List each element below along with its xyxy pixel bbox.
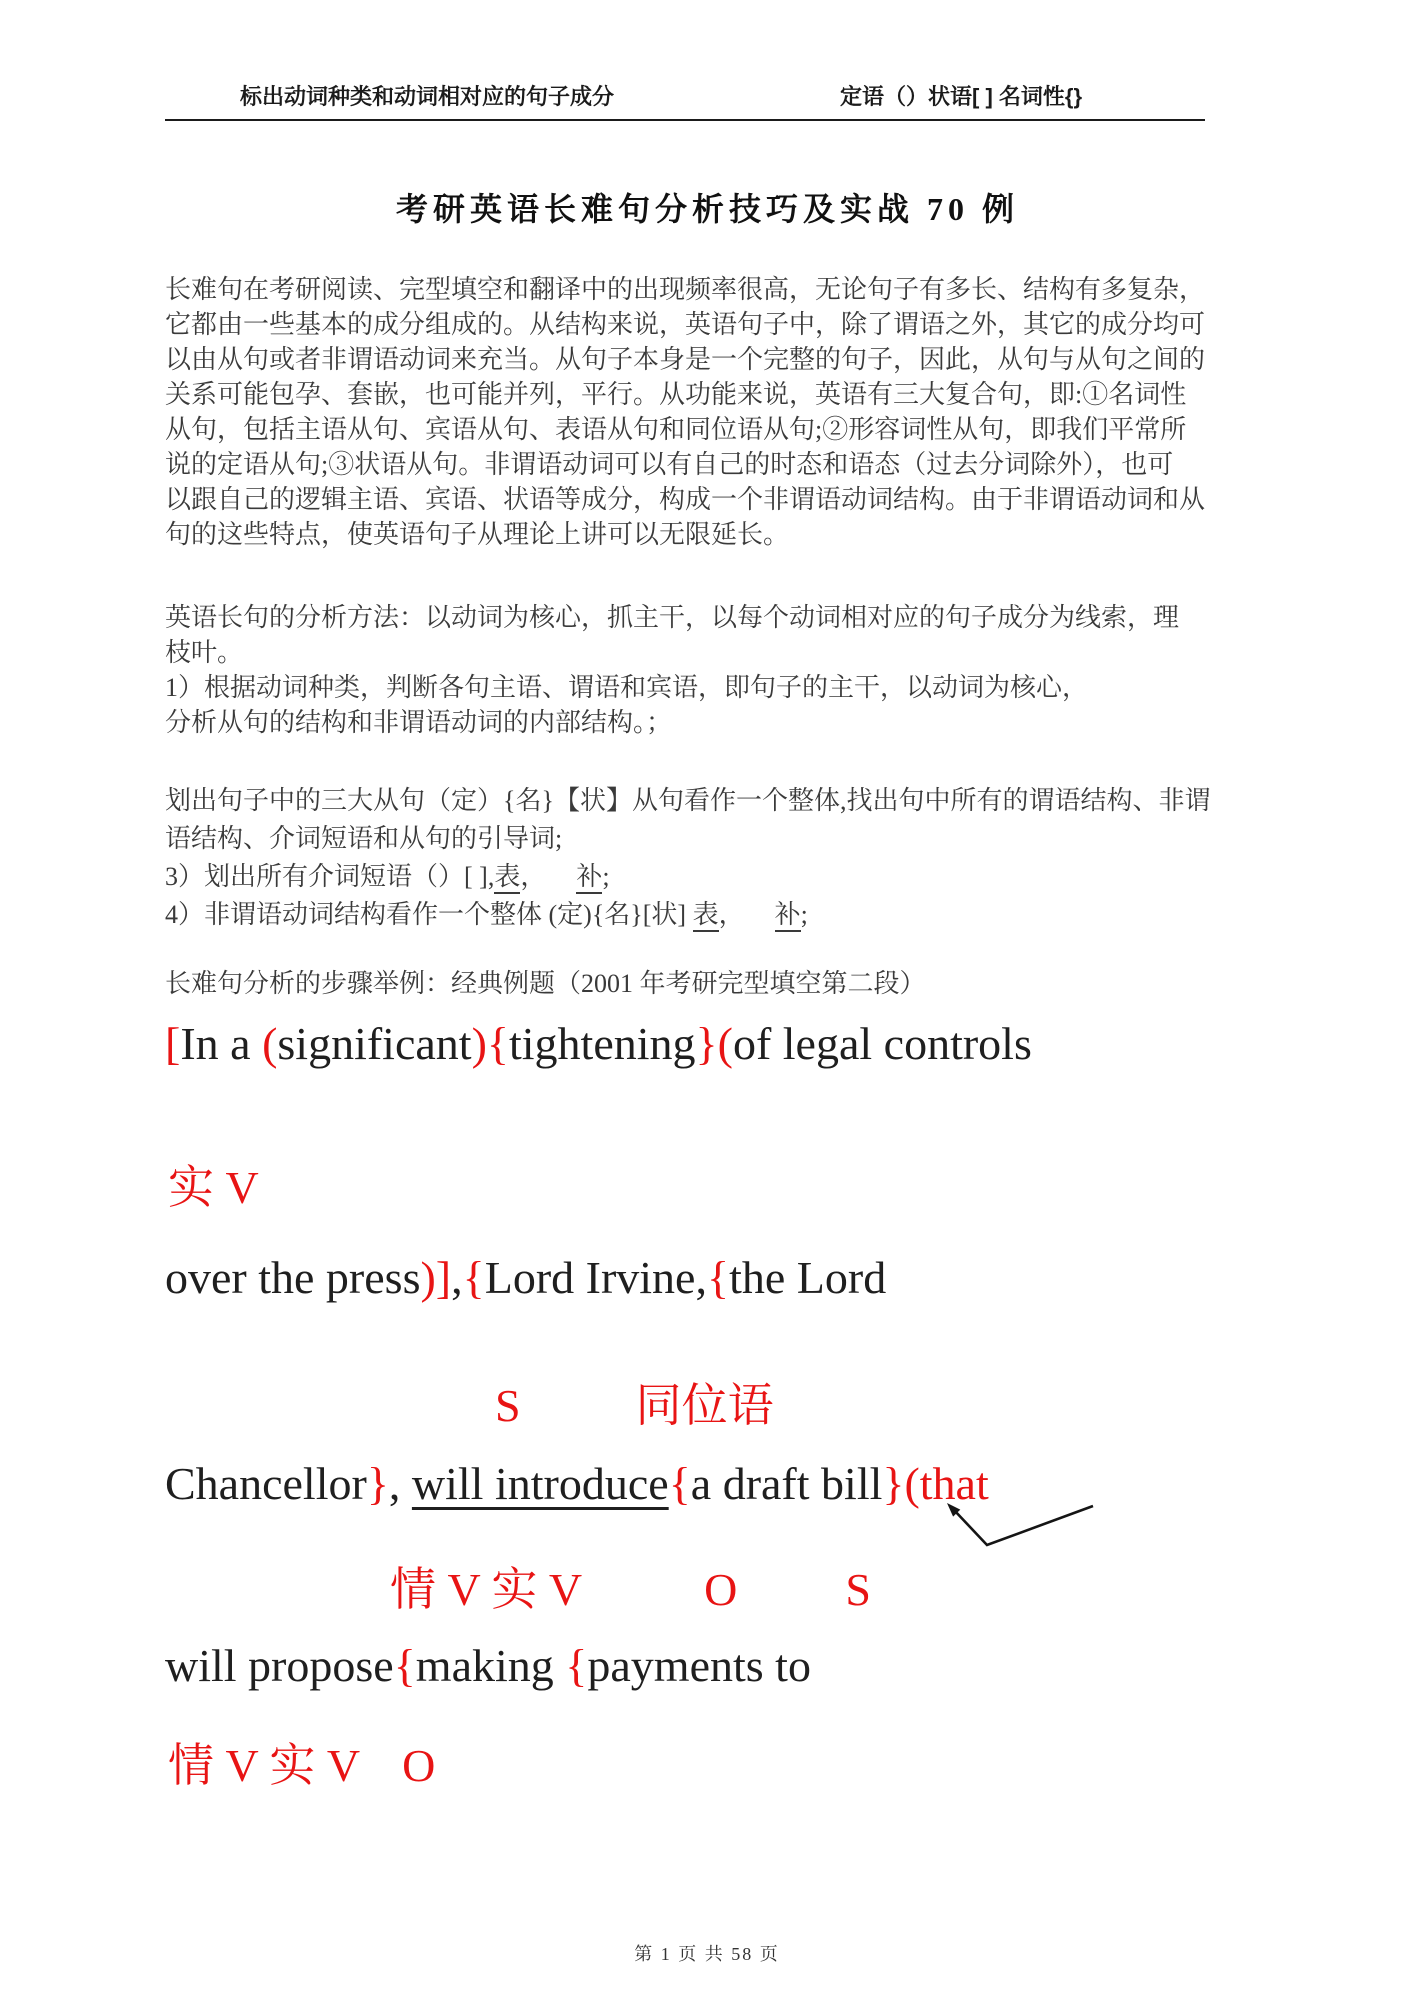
sentence-text: tightening <box>509 1018 696 1069</box>
annotation-apposition: 同位语 <box>635 1380 774 1431</box>
steps-line4-text: 4）非谓语动词结构看作一个整体 (定){名}[状] <box>165 900 693 929</box>
sentence-text: Chancellor <box>165 1458 367 1509</box>
annotation-verbs: 情 V 实 V <box>168 1740 361 1791</box>
annotation-modal-real-verb-o <box>168 1738 435 1794</box>
sentence-text: , <box>451 1252 463 1303</box>
steps-line: 划出句子中的三大从句（定）{名}【状】从句看作一个整体,找出句中所有的谓语结构、非谓 <box>165 786 1211 815</box>
steps-line3-end: ; <box>602 862 610 891</box>
brace-open: { <box>565 1640 588 1691</box>
header-rule <box>165 119 1205 121</box>
paren-open: ( <box>262 1018 278 1069</box>
sentence-text: making <box>415 1640 566 1691</box>
sentence-line-2 <box>165 1250 886 1306</box>
steps-paragraph <box>165 782 1261 934</box>
method-line: 1）根据动词种类，判断各句主语、谓语和宾语，即句子的主干，以动词为核心， <box>165 673 1089 702</box>
intro-line: 关系可能包孕、套嵌，也可能并列，平行。从功能来说，英语有三大复合句，即:①名词性 <box>165 380 1187 409</box>
page-title: 考研英语长难句分析技巧及实战 70 例 <box>395 191 1019 227</box>
method-line: 枝叶。 <box>165 638 244 667</box>
page-number: 第 1 页 共 58 页 <box>634 1944 780 1964</box>
sentence-text: significant <box>277 1018 472 1069</box>
intro-line: 它都由一些基本的成分组成的。从结构来说，英语句子中，除了谓语之外，其它的成分均可 <box>165 310 1206 339</box>
brace-close: } <box>366 1458 389 1509</box>
steps-line3-text: 3）划出所有介词短语（）[ ], <box>165 862 495 891</box>
steps-line <box>165 896 1261 934</box>
brace-open: { <box>706 1252 730 1303</box>
intro-line: 以由从句或者非谓语动词来充当。从句子本身是一个完整的句子，因此，从句与从句之间的 <box>165 345 1206 374</box>
annotation-subject: S <box>845 1564 871 1615</box>
annotation-subject-apposition <box>165 1378 774 1434</box>
steps-line4-complement: 补 <box>775 900 801 932</box>
brace-open: { <box>393 1640 416 1691</box>
steps-line4-predicative: 表 <box>693 900 719 932</box>
annotation-modal-real-verb-o-s <box>165 1562 871 1618</box>
annotation-real-verb: 实 V <box>168 1162 259 1213</box>
intro-line: 说的定语从句;③状语从句。非谓语动词可以有自己的时态和语态（过去分词除外），也可 <box>165 450 1174 479</box>
intro-line: 长难句在考研阅读、完型填空和翻译中的出现频率很高，无论句子有多长、结构有多复杂， <box>165 275 1206 304</box>
sentence-text: Lord Irvine, <box>484 1252 707 1303</box>
intro-paragraph <box>165 272 1261 552</box>
annotation-verbs: 情 V 实 V <box>390 1564 583 1615</box>
steps-line3-comma: ， <box>520 862 547 891</box>
steps-line: 语结构、介词短语和从句的引导词; <box>165 824 563 853</box>
steps-line3-complement: 补 <box>576 862 602 894</box>
steps-line3-predicative: 表 <box>494 862 520 894</box>
header-right-text: 定语（）状语[ ] 名词性{} <box>840 84 1083 109</box>
sentence-text: , <box>388 1458 412 1509</box>
annotation-object: O <box>402 1740 436 1791</box>
sentence-line-1 <box>165 1016 1032 1072</box>
brace-open: { <box>462 1252 485 1303</box>
brace-close-paren-open: }( <box>695 1018 733 1069</box>
method-paragraph <box>165 600 1261 740</box>
annotation-object: O <box>704 1564 738 1615</box>
annotation-subject: S <box>495 1380 521 1431</box>
steps-line4-end: ; <box>800 900 808 929</box>
arrow-icon <box>930 1490 1110 1554</box>
intro-line: 句的这些特点，使英语句子从理论上讲可以无限延长。 <box>165 520 790 549</box>
header-left-text: 标出动词种类和动词相对应的句子成分 <box>240 84 615 109</box>
sentence-text: over the press <box>165 1252 421 1303</box>
intro-line: 从句，包括主语从句、宾语从句、表语从句和同位语从句;②形容词性从句，即我们平常所 <box>165 415 1187 444</box>
sentence-text: the Lord <box>729 1252 887 1303</box>
steps-line4-comma: ， <box>718 900 745 929</box>
method-line: 分析从句的结构和非谓语动词的内部结构。； <box>165 708 673 737</box>
sentence-text: a draft bill <box>690 1458 883 1509</box>
sentence-text: In a <box>180 1018 263 1069</box>
brace-close-paren-that: }(that <box>882 1458 989 1509</box>
paren-close-brace-open: ){ <box>471 1018 509 1069</box>
predicate-underlined: will introduce <box>411 1458 669 1509</box>
steps-line <box>165 858 1261 896</box>
intro-line: 以跟自己的逻辑主语、宾语、状语等成分，构成一个非谓语动词结构。由于非谓语动词和从 <box>165 485 1206 514</box>
sentence-line-4 <box>165 1638 811 1694</box>
paren-bracket-close: )] <box>420 1252 452 1303</box>
sentence-text: will propose <box>165 1640 394 1691</box>
example-source-label: 长难句分析的步骤举例：经典例题（2001 年考研完型填空第二段） <box>165 969 926 998</box>
sentence-text: payments to <box>587 1640 811 1691</box>
brace-open: { <box>668 1458 691 1509</box>
bracket-open: [ <box>165 1018 181 1069</box>
sentence-line-3 <box>165 1456 989 1512</box>
method-line: 英语长句的分析方法：以动词为核心，抓主干，以每个动词相对应的句子成分为线索，理 <box>165 603 1180 632</box>
sentence-text: of legal controls <box>732 1018 1032 1069</box>
